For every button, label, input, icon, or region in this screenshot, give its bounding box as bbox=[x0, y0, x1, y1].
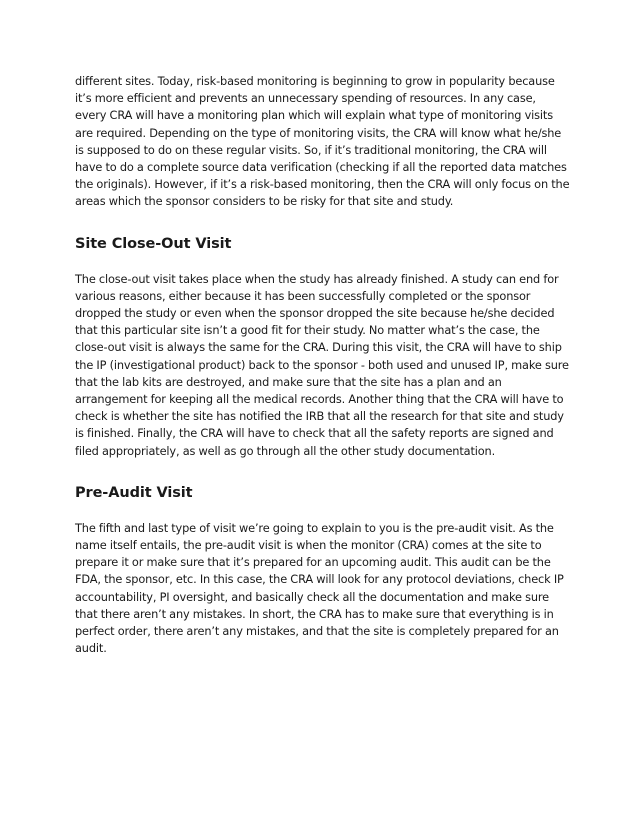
section-heading-site-close-out: Site Close-Out Visit bbox=[75, 235, 232, 252]
document-page bbox=[75, 73, 570, 657]
section-body-site-close-out: The close-out visit takes place when the study has already finished. A study can end for various reasons, either because it has been successfully completed or the sponsor dropped the study or even when the sponsor dropped the site because he/she decided that this particular site isn’t a good fit for their study. No matter what’s the case, the close-out visit is always the same for the CRA. During this visit, the CRA will have to ship the IP (investigational product) back to the sponsor - both used and unused IP, make sure that the lab kits are destroyed, and make sure that the site has a plan and an arrangement for keeping all the medical records. Another thing that the CRA will have to check is whether the site has notified the IRB that all the research for that site and study is finished. Finally, the CRA will have to check that all the safety reports are signed and filed appropriately, as well as go through all the other study documentation. bbox=[75, 271, 569, 458]
intro-paragraph: different sites. Today, risk-based monitoring is beginning to grow in popularity because it’s more efficient and prevents an unnecessary spending of resources. In any case, every CRA will have a monitoring plan which will explain what type of monitoring visits are required. Depending on the type of monitoring visits, the CRA will know what he/she is supposed to do on these regular visits. So, if it’s traditional monitoring, the CRA will have to do a complete source data verification (checking if all the reported data matches the originals). However, if it’s a risk-based monitoring, then the CRA will only focus on the areas which the sponsor considers to be risky for that site and study. bbox=[75, 74, 570, 209]
section-heading-pre-audit: Pre-Audit Visit bbox=[75, 484, 193, 501]
section-body-pre-audit: The fifth and last type of visit we’re going to explain to you is the pre-audit visit. As the name itself entails, the pre-audit visit is when the monitor (CRA) comes at the site to prepare it or make sure that it’s prepared for an upcoming audit. This audit can be the FDA, the sponsor, etc. In this case, the CRA will look for any protocol deviations, check IP accountability, PI oversight, and basically check all the documentation and make sure that there aren’t any mistakes. In short, the CRA has to make sure that everything is in perfect order, there aren’t any mistakes, and that the site is completely prepared for an audit. bbox=[75, 520, 564, 656]
